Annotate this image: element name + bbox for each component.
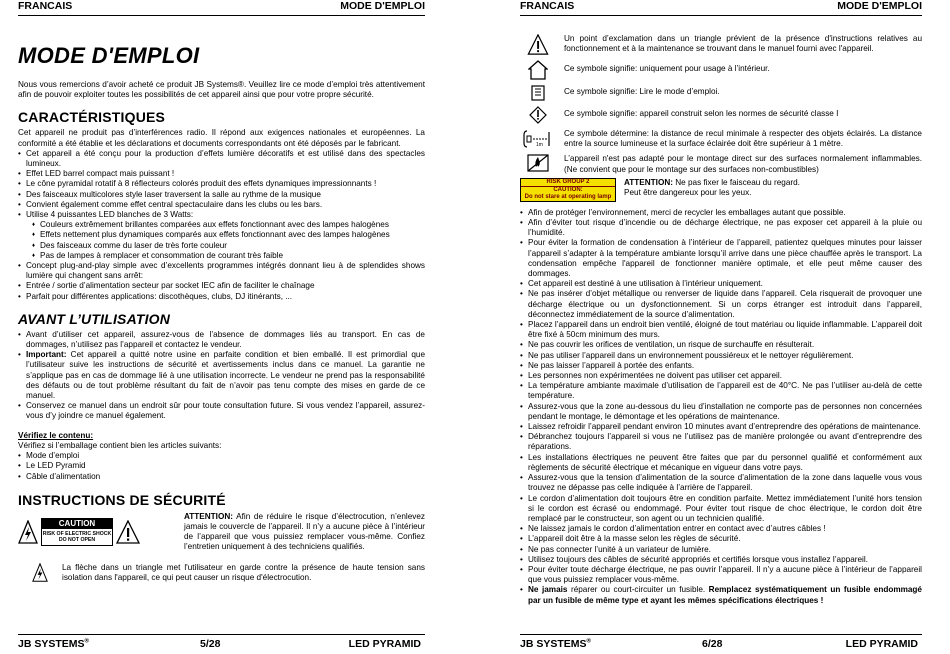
- list-item: ♦ Effets nettement plus dynamiques comparés aux effets fonctionnant avec des lampes halogènes: [32, 230, 425, 240]
- class-one-icon: [529, 106, 547, 124]
- list-item: • Avant d’utiliser cet appareil, assurez-vous de l’absence de dommages liés au transport. En cas de dommages, n’utilisez pas l’appareil et contactez le vendeur.: [18, 330, 425, 350]
- list-item: • Utilisez toujours des câbles de sécurité appropriés et certifiés lorsque vous installez l’appareil.: [520, 555, 922, 565]
- list-item: • Laissez refroidir l’appareil pendant environ 10 minutes avant d’entreprendre des opérations de maintenance.: [520, 422, 922, 432]
- list-item: • L’appareil doit être à la masse selon les règles de sécurité.: [520, 534, 922, 544]
- distance-icon: [523, 129, 553, 149]
- list-item: • Mode d’emploi: [18, 451, 425, 461]
- list-item: • Entrée / sortie d’alimentation secteur par socket IEC afin de faciliter le chaînage: [18, 281, 425, 291]
- list-item: ♦ Couleurs extrêmement brillantes comparées aux effets fonctionnant avec des lampes halogènes: [32, 220, 425, 230]
- page-header: [18, 0, 425, 16]
- lightning-triangle-icon: [32, 563, 48, 582]
- caution-symbols: [18, 512, 178, 553]
- list-item: • Le cordon d’alimentation doit toujours être en condition parfaite. Mettez immédiatement l’unité hors tension si le cordon est écrasé ou endommagé. Pour éviter tout risque de choc électrique, le cordon doit être remplacé par le constructeur, son agent ou un technicien qualifié.: [520, 494, 922, 525]
- symbol-text: Ce symbole détermine: la distance de recul minimale à respecter des objets éclairés. La distance entre la source lumineuse et la surface éclairée doit être supérieur à 1 mètre.: [564, 129, 922, 149]
- list-item: • Ne pas utiliser l’appareil dans un environnement poussiéreux et le nettoyer régulièrement.: [520, 351, 922, 361]
- list-item: • Assurez-vous que la tension d’alimentation de la source d’alimentation de la zone dans laquelle vous vous trouvez ne dépasse pas celle indiquée à l’arrière de l’appareil.: [520, 473, 922, 493]
- caution-block: [18, 512, 425, 553]
- list-item: • Ne pas insérer d’objet métallique ou renverser de liquide dans l’appareil. Cela risquerait de provoquer une décharge électrique ou un dysfonctionnement. Si un corps étranger est introduit dans l’appareil, déconnectez immédiatement de la source d’alimentation.: [520, 289, 922, 320]
- contents-check-intro: Vérifiez si l’emballage contient bien les articles suivants:: [18, 440, 222, 450]
- list-item: • Ne laissez jamais le cordon d’alimentation entrer en contact avec d’autres câbles !: [520, 524, 922, 534]
- footer-page-number: 6/28: [702, 638, 723, 650]
- lightning-triangle-icon: [18, 520, 38, 544]
- safety-rules-list: [520, 208, 922, 606]
- symbol-text: L’appareil n'est pas adapté pour le montage direct sur des surfaces normalement inflammables. (Ne convient que pour le montage sur des surfaces non-combustibles): [564, 154, 922, 174]
- list-item: • Important: Cet appareil a quitté notre usine en parfaite condition et bien emballé. Il est primordial que l’utilisateur suive les instructions de sécurité et avertissements inclus dans ce manuel. La garantie ne s’applique pas en cas de dommage lié à une utilisation incorrecte. Le vendeur ne prend pas la responsabilité des défauts ou de tout problème résultant du fait de n’avoir pas tenu compte des mises en garde de ce manuel.: [18, 350, 425, 401]
- list-item: • Les installations électriques ne peuvent être faites que par du personnel qualifié et conformément aux règlements de sécurité électrique et mécanique en vigueur dans votre pays.: [520, 453, 922, 473]
- page-content: [520, 34, 922, 606]
- page-title: MODE D'EMPLOI: [18, 43, 200, 68]
- list-item: • La température ambiante maximale d’utilisation de l’appareil est de 40°C. Ne pas l’utiliser au-delà de cette température.: [520, 381, 922, 401]
- list-item: • Ne pas couvrir les orifices de ventilation, un risque de surchauffe en résulterait.: [520, 340, 922, 350]
- features-heading: CARACTÉRISTIQUES: [18, 109, 166, 126]
- symbol-row: [520, 154, 922, 174]
- list-item: • Le cône pyramidal rotatif à 8 réflecteurs colorés produit des effets dynamiques impressionnants !: [18, 179, 425, 189]
- footer-product: LED PYRAMID: [348, 638, 421, 650]
- list-item: • Convient également comme effet central spectaculaire dans les clubs ou les bars.: [18, 200, 425, 210]
- list-item: • Ne pas laisser l’appareil à portée des enfants.: [520, 361, 922, 371]
- attention-text: ATTENTION: Afin de réduire le risque d’électrocution, n’enlevez jamais le couvercle de l’appareil. Il n’y a aucune pièce à l’intérieur de l’appareil que vous puissiez remplacer vous-même. Confiez l’entretien uniquement à des techniciens qualifiés.: [184, 511, 425, 552]
- contents-check-title: Vérifiez le contenu:: [18, 430, 94, 440]
- list-item: • Pour éviter la formation de condensation à l’intérieur de l’appareil, patientez quelques minutes pour laisser l’appareil s’adapter à la température ambiante lorsqu’il arrive dans une pièce chauffée après le transport. La condensation empêche l'appareil de fonctionner manière optimale, et elle peut même causer des dommages.: [520, 238, 922, 279]
- house-icon: [528, 60, 548, 80]
- page-content: [18, 43, 425, 583]
- list-item: • Cet appareil a été conçu pour la production d’effets lumière décoratifs et est utilisé dans des spectacles lumineux.: [18, 149, 425, 169]
- header-section: MODE D'EMPLOI: [340, 0, 425, 12]
- page-footer: [18, 634, 425, 654]
- list-item: • Ne jamais réparer ou court-circuiter un fusible. Remplacez systématiquement un fusible endommagé par un fusible de même type et ayant les mêmes spécifications électriques !: [520, 585, 922, 605]
- contents-check: [18, 431, 425, 482]
- exclamation-triangle-icon: [527, 34, 549, 55]
- features-intro: Cet appareil ne produit pas d’interférences radio. Il répond aux exigences nationales et européennes. La conformité a été établie et les déclarations et documents correspondants ont été déposés par le fabricant.: [18, 128, 425, 148]
- page-right: [475, 0, 950, 654]
- list-item: • Effet LED barrel compact mais puissant !: [18, 169, 425, 179]
- symbol-text: Ce symbole signifie: appareil construit selon les normes de sécurité classe I: [564, 109, 839, 118]
- list-item: • Des faisceaux multicolores style laser traversent la salle au rythme de la musique: [18, 190, 425, 200]
- features-list: [18, 149, 425, 302]
- list-item: • Câble d’alimentation: [18, 472, 425, 482]
- footer-product: LED PYRAMID: [845, 638, 918, 650]
- svg-text:1m: 1m: [536, 142, 543, 148]
- symbol-text: Ce symbole signifie: Lire le mode d’emploi.: [564, 87, 720, 96]
- list-item: • Débranchez toujours l’appareil si vous ne l’utilisez pas de manière prolongée ou avant d’entreprendre des réparations.: [520, 432, 922, 452]
- footer-brand: JB SYSTEMS®: [18, 638, 89, 650]
- list-item: • Parfait pour différentes applications: discothèques, clubs, DJ itinérants, ...: [18, 292, 425, 302]
- intro-paragraph: Nous vous remercions d’avoir acheté ce produit JB Systems®. Veuillez lire ce mode d’emploi très attentivement afin de pouvoir exploiter toutes les possibilités de cet appareil ainsi que pour votre propre sécurité.: [18, 80, 425, 100]
- list-item: • Les personnes non expérimentées ne doivent pas utiliser cet appareil.: [520, 371, 922, 381]
- header-section: MODE D'EMPLOI: [837, 0, 922, 12]
- symbol-row: [520, 85, 922, 101]
- symbol-text: Ce symbole signifie: uniquement pour usage à l’intérieur.: [564, 64, 770, 73]
- page-header: [520, 0, 922, 16]
- caution-label: CAUTION RISK OF ELECTRIC SHOCK DO NOT OPEN: [41, 518, 113, 546]
- risk-group-label: RISK GROUP 2 CAUTION: Do not stare at operating lamp: [520, 178, 616, 202]
- lightning-explanation: [18, 563, 425, 583]
- header-language: FRANCAIS: [520, 0, 575, 12]
- symbol-row: [520, 34, 922, 55]
- list-item: • Afin d’éviter tout risque d’incendie ou de décharge électrique, ne pas exposer cet appareil à la pluie ou l’humidité.: [520, 218, 922, 238]
- list-item: ♦ Pas de lampes à remplacer et consommation de courant très faible: [32, 251, 425, 261]
- list-item: • Cet appareil est destiné à une utilisation à l’intérieur uniquement.: [520, 279, 922, 289]
- list-item: ♦ Des faisceaux comme du laser de très forte couleur: [32, 241, 425, 251]
- list-item: • Le LED Pyramid: [18, 461, 425, 471]
- list-item: • Pour éviter toute décharge électrique, ne pas ouvrir l’appareil. Il n’y a aucune pièce à l’intérieur de l’appareil que vous puissiez remplacer vous-même.: [520, 565, 922, 585]
- footer-page-number: 5/28: [200, 638, 221, 650]
- no-flammable-surface-icon: [527, 154, 549, 172]
- led-sublist: [32, 220, 425, 261]
- page-footer: [520, 634, 922, 654]
- symbol-row: [520, 129, 922, 149]
- list-item: • Assurez-vous que la zone au-dessous du lieu d’installation ne comporte pas de personnes non concernées pendant le montage, le démontage et les opérations de maintenance.: [520, 402, 922, 422]
- book-icon: [530, 85, 546, 101]
- list-item: • Afin de protéger l’environnement, merci de recycler les emballages autant que possible.: [520, 208, 922, 218]
- list-item: • Concept plug-and-play simple avec d’excellents programmes intégrés donnant lieu à de splendides shows lumière qui changent sans arrêt:: [18, 261, 425, 281]
- before-use-list: [18, 330, 425, 422]
- contents-list: [18, 451, 425, 482]
- header-language: FRANCAIS: [18, 0, 73, 12]
- lightning-text: La flèche dans un triangle met l'utilisateur en garde contre la présence de haute tension sans isolation dans l'appareil, ce qui peut causer un risque d'électrocution.: [62, 562, 425, 582]
- list-item: • Ne pas connecter l’unité à un variateur de lumière.: [520, 545, 922, 555]
- symbol-text: Un point d’exclamation dans un triangle prévient de la présence d'instructions relatives au fonctionnement et à la maintenance se trouvant dans le manuel fourni avec l'appareil.: [564, 34, 922, 54]
- risk-group-block: [520, 178, 922, 202]
- symbol-row: [520, 60, 922, 80]
- footer-brand: JB SYSTEMS®: [520, 638, 591, 650]
- symbol-row: [520, 106, 922, 124]
- before-use-heading: AVANT L’UTILISATION: [18, 310, 171, 327]
- safety-heading: INSTRUCTIONS DE SÉCURITÉ: [18, 491, 226, 508]
- list-item: • Placez l’appareil dans un endroit bien ventilé, éloigné de tout matériau ou liquide inflammable. L’appareil doit être fixé à 50cm minimum des murs.: [520, 320, 922, 340]
- risk-attention-text: ATTENTION: Ne pas fixer le faisceau du regard. Peut être dangereux pour les yeux.: [624, 177, 800, 198]
- list-item: • Utilise 4 puissantes LED blanches de 3 Watts: ♦ Couleurs extrêmement brillantes comparées aux effets fonctionnant avec des lampes halogènes ♦ Effets nettement plus dynamiques comparés aux effets fonctionnant avec des lampes halogènes ♦ Des faisceaux comme du laser de très forte couleur ♦ Pas de lampes à remplacer et consommation de courant très faible: [18, 210, 425, 261]
- exclamation-triangle-icon: [116, 520, 140, 544]
- list-item: • Conservez ce manuel dans un endroit sûr pour toute consultation future. Si vous vendez l’appareil, assurez-vous d’y joindre ce manuel également.: [18, 401, 425, 421]
